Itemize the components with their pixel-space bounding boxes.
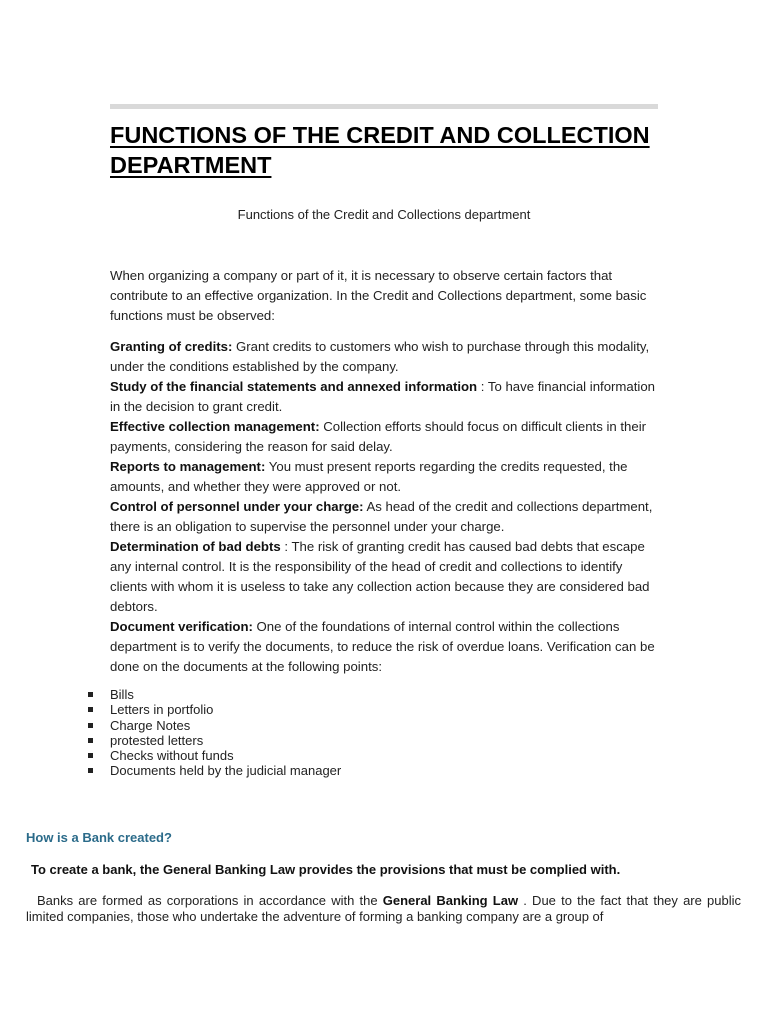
intro-paragraph: When organizing a company or part of it, it is necessary to observe certain factors that contribute to an effective organization. In the Credit and Collections department, some basic functions must be observed: xyxy=(110,268,647,323)
function-term: Document verification: xyxy=(110,619,253,634)
square-bullet-icon xyxy=(88,768,93,773)
function-item xyxy=(110,337,660,377)
function-term: Control of personnel under your charge: xyxy=(110,499,364,514)
function-term: Reports to management: xyxy=(110,459,266,474)
list-item-label: Checks without funds xyxy=(110,748,234,764)
list-item-label: protested letters xyxy=(110,732,204,748)
list-item xyxy=(88,702,341,717)
function-text: Grant credits to customers who wish to purchase through this modality, under the conditions established by the company. xyxy=(110,339,650,374)
list-item-label: Bills xyxy=(110,687,134,702)
function-text: One of the foundations of internal control within the collections department is to verify the documents, to reduce the risk of overdue loans. Verification can be done on the documents at the following points: xyxy=(110,619,655,674)
function-item xyxy=(110,457,660,497)
function-item xyxy=(110,417,660,457)
function-item xyxy=(110,377,660,417)
function-text: You must present reports regarding the credits requested, the amounts, and whether they were approved or not. xyxy=(110,459,628,494)
function-text: : To have financial information in the decision to grant credit. xyxy=(110,379,655,414)
functions-list xyxy=(110,337,660,677)
list-item-label: Documents held by the judicial manager xyxy=(110,763,342,779)
list-item xyxy=(88,763,341,778)
page-title: FUNCTIONS OF THE CREDIT AND COLLECTION DEPARTMENT xyxy=(110,122,650,178)
function-item xyxy=(110,497,660,537)
function-text: : The risk of granting credit has caused bad debts that escape any internal control. It is the responsibility of the head of credit and collections to identify clients with whom it is useless to take any collection action because they are considered bad debtors. xyxy=(110,539,650,614)
function-text: As head of the credit and collections department, there is an obligation to supervise the personnel under your charge. xyxy=(110,499,653,534)
bank-section-heading: How is a Bank created? xyxy=(26,830,172,845)
function-term: Effective collection management: xyxy=(110,419,320,434)
square-bullet-icon xyxy=(88,707,93,712)
subtitle: Functions of the Credit and Collections department xyxy=(237,207,531,222)
top-divider xyxy=(110,104,658,109)
list-item xyxy=(88,733,341,748)
function-term: Determination of bad debts xyxy=(110,539,281,554)
square-bullet-icon xyxy=(88,692,93,697)
document-verification-list xyxy=(88,687,341,779)
square-bullet-icon xyxy=(88,753,93,758)
function-item xyxy=(110,617,660,677)
function-term: Study of the financial statements and annexed information xyxy=(110,379,478,394)
paragraph-text: Banks are formed as corporations in accordance with the xyxy=(37,893,383,908)
list-item-label: Charge Notes xyxy=(110,717,191,733)
square-bullet-icon xyxy=(88,738,93,743)
square-bullet-icon xyxy=(88,723,93,728)
function-term: Granting of credits: xyxy=(110,339,233,354)
list-item-label: Letters in portfolio xyxy=(110,702,214,718)
bank-section-lead: To create a bank, the General Banking Law provides the provisions that must be complied with. xyxy=(31,862,621,877)
list-item xyxy=(88,687,341,702)
list-item xyxy=(88,748,341,763)
law-name: General Banking Law xyxy=(382,893,519,908)
function-item xyxy=(110,537,660,617)
paragraph-text: . Due to the fact that they are public limited companies, those who undertake the adventure of forming a banking company are a group of xyxy=(26,893,742,924)
bank-section-paragraph xyxy=(26,893,741,925)
list-item xyxy=(88,718,341,733)
function-text: Collection efforts should focus on difficult clients in their payments, considering the reason for said delay. xyxy=(110,419,647,454)
